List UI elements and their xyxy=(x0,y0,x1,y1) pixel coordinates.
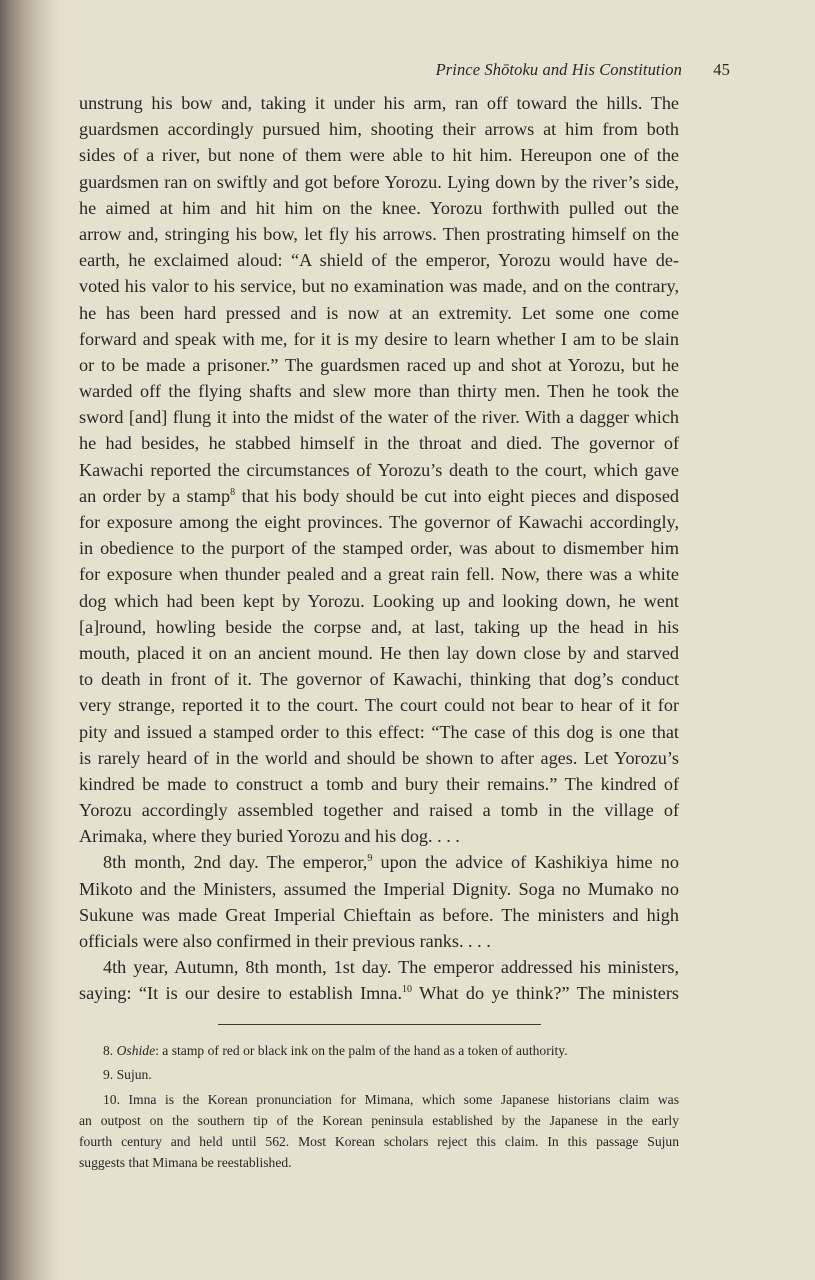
note-ref-8: 8 xyxy=(230,486,236,498)
text-run: that his body should be cut into eight pieces and disposed xyxy=(235,485,679,506)
text-line: guardsmen accordingly pursued him, shooting their arrows at him from both xyxy=(79,119,679,140)
text-line: for exposure among the eight provinces. The governor of Kawachi accordingly, xyxy=(79,512,679,532)
footnote-10-line: suggests that Mimana be reestablished. xyxy=(79,1155,292,1171)
text-line: he aimed at him and hit him on the knee. Yorozu forthwith pulled out the xyxy=(79,197,679,218)
footnote-term: Oshide xyxy=(116,1043,156,1058)
text-run: upon the advice of Kashikiya hime no xyxy=(372,852,679,873)
body-text xyxy=(79,90,679,1007)
text-run: an order by a stamp xyxy=(79,485,231,506)
text-run: What do ye think?” The ministers xyxy=(412,983,679,1004)
text-line: mouth, placed it on an ancient mound. He then lay down close by and starved xyxy=(79,642,679,663)
text-line: pity and issued a stamped order to this effect: “The case of this dog is one that xyxy=(79,721,679,742)
footnote-label: 8. xyxy=(103,1043,114,1058)
text-line: kindred be made to construct a tomb and bury their remains.” The kindred of xyxy=(79,773,679,794)
text-line: officials were also confirmed in their previous ranks. . . . xyxy=(79,931,491,951)
text-line: forward and speak with me, for it is my desire to learn whether I am to be slain xyxy=(79,328,679,349)
text-line: warded off the flying shafts and slew more than thirty men. Then he took the xyxy=(79,381,679,402)
note-ref-9: 9 xyxy=(367,853,373,865)
text-line: [a]round, howling beside the corpse and, at last, taking up the head in his xyxy=(79,616,679,637)
footnote-10-line: fourth century and held until 562. Most Korean scholars reject this claim. In this passage Sujun xyxy=(79,1134,679,1150)
book-spine-shadow xyxy=(0,0,60,1280)
text-line: Arimaka, where they buried Yorozu and his dog. . . . xyxy=(79,826,460,847)
text-line xyxy=(79,483,679,509)
text-line: 4th year, Autumn, 8th month, 1st day. The emperor addressed his ministers, xyxy=(103,957,679,978)
text-line: to death in front of it. The governor of Kawachi, thinking that dog’s conduct xyxy=(79,669,679,690)
text-line: voted his valor to his service, but no examination was made, and on the contrary, xyxy=(79,276,679,297)
text-line xyxy=(79,980,679,1006)
footnote-10-line: an outpost on the southern tip of the Korean peninsula established by the Japanese in the early xyxy=(79,1112,679,1128)
footnote-9: 9. Sujun. xyxy=(103,1067,152,1083)
page-number: 45 xyxy=(713,60,730,79)
page-header xyxy=(435,60,730,80)
text-line: sword [and] flung it into the midst of the water of the river. With a dagger which xyxy=(79,407,679,428)
text-line: or to be made a prisoner.” The guardsmen raced up and shot at Yorozu, but he xyxy=(79,354,679,375)
text-line: dog which had been kept by Yorozu. Looking up and looking down, he went xyxy=(79,590,679,611)
text-line: Mikoto and the Ministers, assumed the Imperial Dignity. Soga no Mumako no xyxy=(79,878,679,899)
text-line: unstrung his bow and, taking it under his arm, ran off toward the hills. The xyxy=(79,93,679,113)
text-line: very strange, reported it to the court. The court could not bear to hear of it for xyxy=(79,695,679,716)
text-line: he has been hard pressed and is now at an extremity. Let some one come xyxy=(79,302,679,323)
text-line: in obedience to the purport of the stamped order, was about to dismember him xyxy=(79,538,679,559)
footnotes xyxy=(79,1040,679,1174)
text-line: Kawachi reported the circumstances of Yorozu’s death to the court, which gave xyxy=(79,459,679,480)
note-ref-10: 10 xyxy=(402,984,413,996)
footnote-10-line: 10. Imna is the Korean pronunciation for Mimana, which some Japanese historians claim was xyxy=(103,1091,679,1107)
text-line: he had besides, he stabbed himself in the throat and died. The governor of xyxy=(79,433,679,454)
footnote-rule xyxy=(218,1024,541,1025)
text-line xyxy=(79,849,679,875)
text-line: guardsmen ran on swiftly and got before Yorozu. Lying down by the river’s side, xyxy=(79,171,679,192)
text-line: arrow and, stringing his bow, let fly his arrows. Then prostrating himself on the xyxy=(79,223,679,244)
footnote-8 xyxy=(79,1040,679,1061)
text-line: earth, he exclaimed aloud: “A shield of the emperor, Yorozu would have de- xyxy=(79,250,679,271)
text-run: saying: “It is our desire to establish Imna. xyxy=(79,983,403,1004)
footnote-text: : a stamp of red or black ink on the palm of the hand as a token of authority. xyxy=(155,1043,568,1058)
text-line: Sukune was made Great Imperial Chieftain as before. The ministers and high xyxy=(79,904,679,925)
text-run: 8th month, 2nd day. The emperor, xyxy=(103,852,368,873)
text-line: for exposure when thunder pealed and a great rain fell. Now, there was a white xyxy=(79,564,679,585)
text-line: Yorozu accordingly assembled together and raised a tomb in the village of xyxy=(79,800,679,821)
text-line: is rarely heard of in the world and should be shown to after ages. Let Yorozu’s xyxy=(79,747,679,768)
text-line: sides of a river, but none of them were able to hit him. Hereupon one of the xyxy=(79,145,679,166)
running-head: Prince Shōtoku and His Constitution xyxy=(435,60,682,79)
